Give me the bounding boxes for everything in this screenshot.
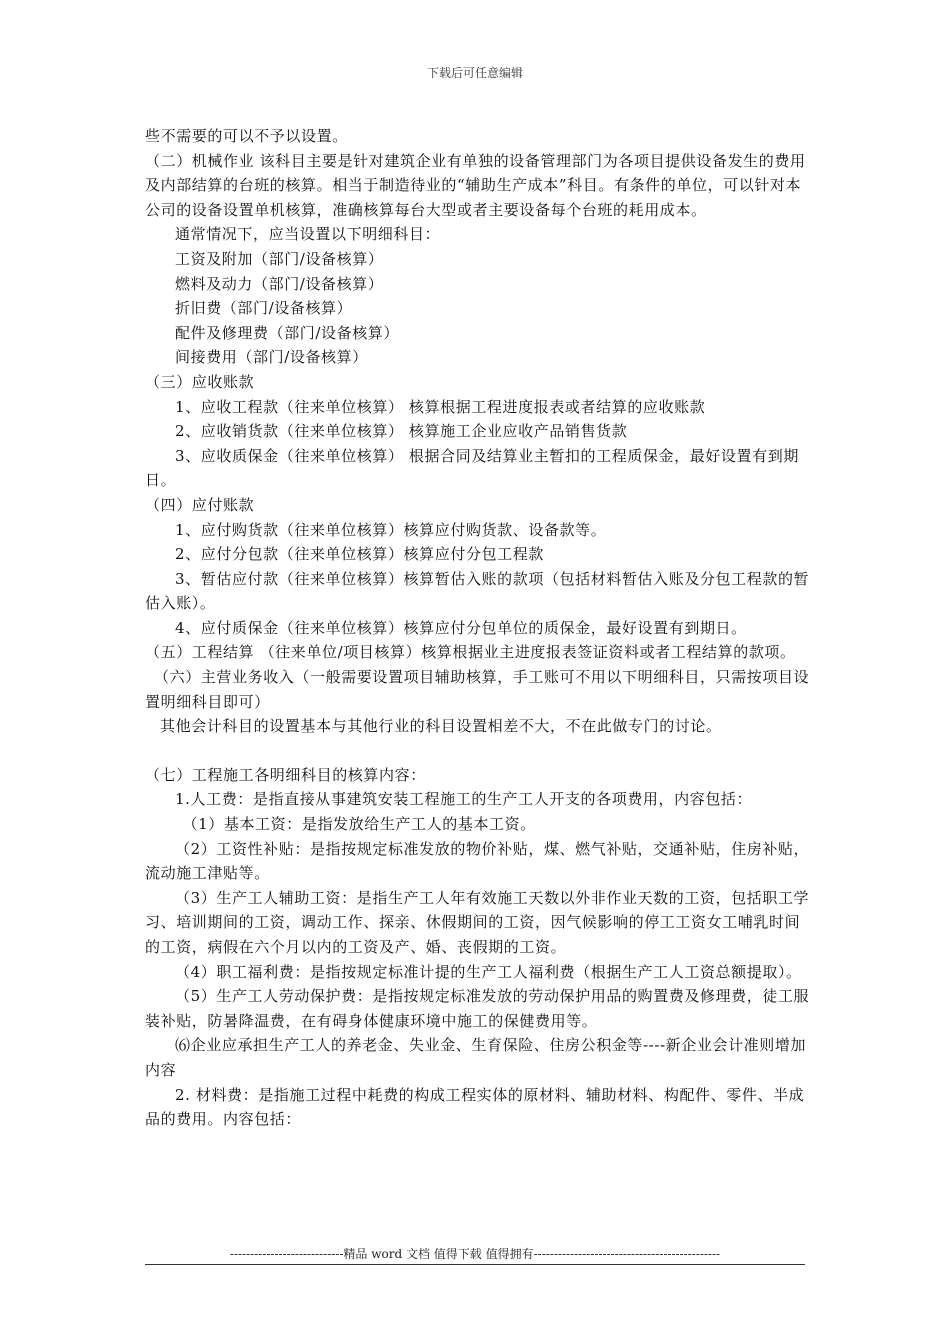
paragraph: （二）机械作业 该科目主要是针对建筑企业有单独的设备管理部门为各项目提供设备发生的费用及内部结算的台班的核算。相当于制造待业的“辅助生产成本”科目。有条件的单位，可以针对本公司的设备设置单机核算，准确核算每台大型或者主要设备每个台班的耗用成本。 bbox=[145, 151, 806, 219]
blank-line bbox=[145, 739, 813, 763]
list-item: 配件及修理费（部门/设备核算） bbox=[175, 323, 400, 342]
list-item: 1、应收工程款（往来单位核算） 核算根据工程进度报表或者结算的应收账款 bbox=[175, 397, 706, 416]
page-header: 下载后可任意编辑 bbox=[426, 66, 523, 80]
list-item: 燃料及动力（部门/设备核算） bbox=[175, 274, 384, 293]
list-item: 3、暂估应付款（往来单位核算）核算暂估入账的款项（包括材料暂估入账及分包工程款的暂估入账）。 bbox=[145, 569, 810, 613]
list-item: ⑹企业应承担生产工人的养老金、失业金、生育保险、住房公积金等----新企业会计准则增加内容 bbox=[145, 1036, 807, 1079]
list-item: 3、应收质保金（往来单位核算） 根据合同及结算业主暂扣的工程质保金，最好设置有到期日。 bbox=[145, 446, 799, 490]
paragraph: 通常情况下，应当设置以下明细科目： bbox=[175, 225, 441, 244]
list-item: 折旧费（部门/设备核算） bbox=[175, 299, 353, 318]
list-item: （3）生产工人辅助工资：是指生产工人年有效施工天数以外非作业天数的工资，包括职工学习、培训期间的工资，调动工作、探亲、休假期间的工资，因气候影响的停工工资女工哺乳时间的工资，病假在六个月以内的工资及产、婚、丧假期的工资。 bbox=[145, 888, 810, 956]
list-item: （4）职工福利费：是指按规定标准计提的生产工人福利费（根据生产工人工资总额提取）。 bbox=[175, 962, 802, 981]
section-heading: （七）工程施工各明细科目的核算内容： bbox=[145, 765, 426, 784]
list-item: 2、应收销货款（往来单位核算） 核算施工企业应收产品销售货款 bbox=[175, 422, 628, 441]
paragraph: 2. 材料费：是指施工过程中耗费的构成工程实体的原材料、辅助材料、构配件、零件、半成品的费用。内容包括： bbox=[145, 1085, 805, 1129]
list-item: 工资及附加（部门/设备核算） bbox=[175, 249, 384, 268]
list-item: （2）工资性补贴：是指按规定标准发放的物价补贴，煤、燃气补贴，交通补贴，住房补贴，流动施工津贴等。 bbox=[145, 839, 810, 883]
list-item: 4、应付质保金（往来单位核算）核算应付分包单位的质保金，最好设置有到期日。 bbox=[175, 618, 747, 637]
paragraph: 1.人工费：是指直接从事建筑安装工程施工的生产工人开支的各项费用，内容包括： bbox=[175, 790, 753, 809]
page-footer: ----------------------------精品 word 文档 值得下载 值得拥有---------------------------------------------- bbox=[229, 1247, 721, 1261]
section-heading: （四）应付账款 bbox=[145, 495, 255, 514]
paragraph: 些不需要的可以不予以设置。 bbox=[145, 127, 348, 145]
section-heading: （五）工程结算 （往来单位/项目核算）核算根据业主进度报表签证资料或者工程结算的款项。 bbox=[145, 643, 796, 662]
list-item: （1）基本工资：是指发放给生产工人的基本工资。 bbox=[182, 815, 536, 834]
list-item: 2、应付分包款（往来单位核算）核算应付分包工程款 bbox=[175, 545, 544, 564]
list-item: （5）生产工人劳动保护费：是指按规定标准发放的劳动保护用品的购置费及修理费，徒工服装补贴，防暑降温费，在有碍身体健康环境中施工的保健费用等。 bbox=[145, 987, 810, 1030]
list-item: 1、应付购货款（往来单位核算）核算应付购货款、设备款等。 bbox=[175, 520, 607, 539]
paragraph: 其他会计科目的设置基本与其他行业的科目设置相差不大，不在此做专门的讨论。 bbox=[160, 717, 722, 736]
section-heading: （三）应收账款 bbox=[145, 372, 255, 391]
list-item: 间接费用（部门/设备核算） bbox=[175, 348, 368, 367]
footer-rule bbox=[145, 1264, 805, 1265]
document-body bbox=[145, 124, 813, 1132]
section-heading: （六）主营业务收入（一般需要设置项目辅助核算，手工账可不用以下明细科目，只需按项目设置明细科目即可） bbox=[145, 668, 810, 711]
